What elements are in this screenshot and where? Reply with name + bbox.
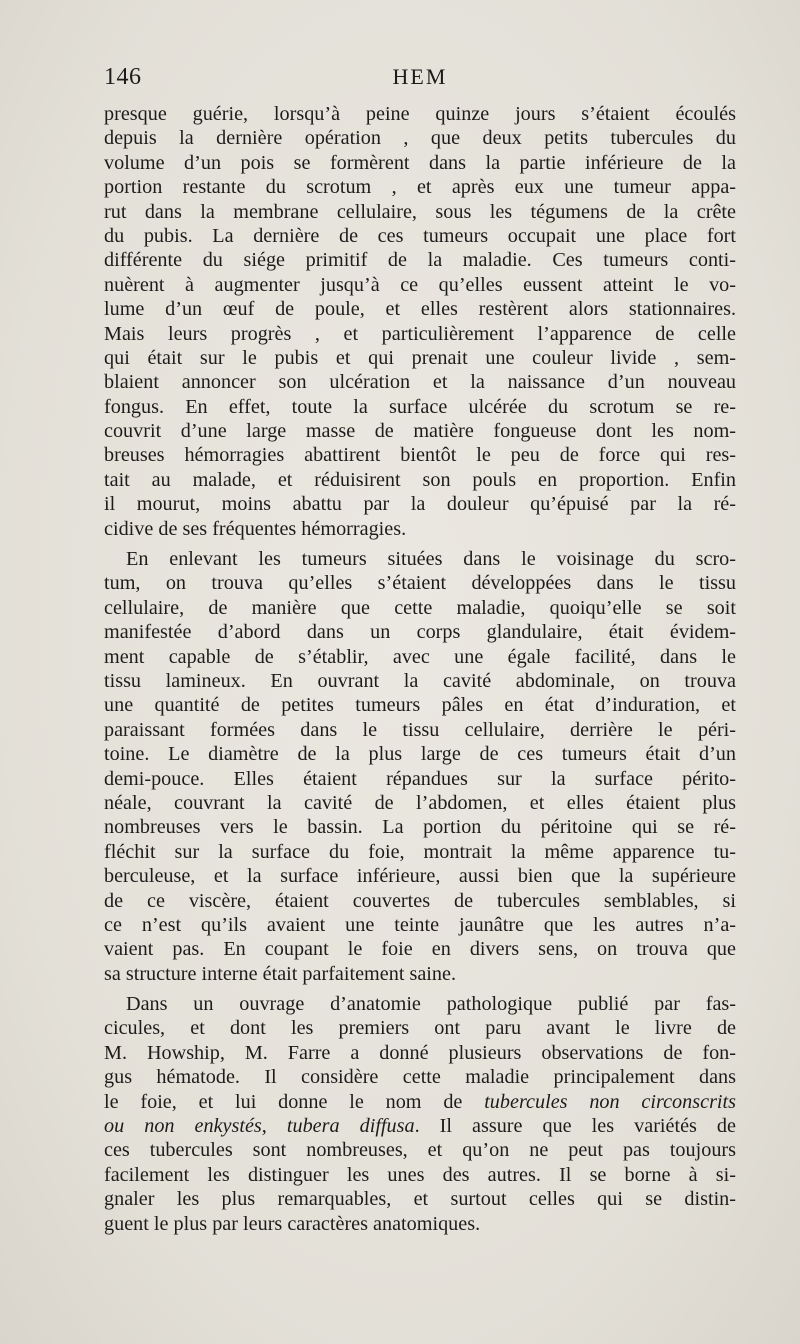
text-line: ce n’est qu’ils avaient une teinte jaunâtre que les autres n’a- <box>104 913 736 936</box>
text-line: cellulaire, de manière que cette maladie, quoiqu’elle se soit <box>104 596 736 619</box>
text-line: demi-pouce. Elles étaient répandues sur la surface périto- <box>104 767 736 790</box>
text-line: il mourut, moins abattu par la douleur qu’épuisé par la ré- <box>104 493 736 516</box>
text-line: ment capable de s’établir, avec une égale facilité, dans le <box>104 645 736 668</box>
text-line: cidive de ses fréquentes hémorragies. <box>104 517 407 540</box>
text-line: différente du siége primitif de la maladie. Ces tumeurs conti- <box>104 249 736 272</box>
italic-term: tubercules non circonscrits <box>484 1090 736 1113</box>
text-line: vaient pas. En coupant le foie en divers sens, on trouva que <box>104 938 736 961</box>
text-line: tait au malade, et réduisirent son pouls en proportion. Enfin <box>104 468 736 491</box>
page-number: 146 <box>104 64 142 90</box>
text-line: une quantité de petites tumeurs pâles en état d’induration, et <box>104 694 736 717</box>
text-line <box>104 1090 736 1114</box>
text-line: sa structure interne était parfaitement saine. <box>104 962 456 985</box>
text-line: néale, couvrant la cavité de l’abdomen, et elles étaient plus <box>104 791 736 814</box>
text-line: presque guérie, lorsqu’à peine quinze jours s’étaient écoulés <box>104 103 736 125</box>
text-line: cicules, et dont les premiers ont paru avant le livre de <box>104 1017 736 1040</box>
paragraph-1 <box>104 102 736 541</box>
text-line: du pubis. La dernière de ces tumeurs occupait une place fort <box>104 224 736 247</box>
text-line: Mais leurs progrès , et particulièrement l’apparence de celle <box>104 322 736 345</box>
text-line: guent le plus par leurs caractères anatomiques. <box>104 1212 481 1235</box>
text-run: . Il assure que les variétés de <box>414 1115 736 1138</box>
text-line: nombreuses vers le bassin. La portion du péritoine qui se ré- <box>104 816 736 839</box>
text-line: paraissant formées dans le tissu cellulaire, derrière le péri- <box>104 718 736 741</box>
text-line: toine. Le diamètre de la plus large de ces tumeurs était d’un <box>104 743 736 766</box>
text-line <box>104 1114 736 1138</box>
text-line: fléchit sur la surface du foie, montrait la même apparence tu- <box>104 840 736 863</box>
text-line: gnaler les plus remarquables, et surtout celles qui se distin- <box>104 1188 736 1211</box>
text-line: manifestée d’abord dans un corps glandulaire, était évidem- <box>104 621 736 644</box>
text-line: tissu lamineux. En ouvrant la cavité abdominale, on trouva <box>104 669 736 692</box>
text-line: portion restante du scrotum , et après eux une tumeur appa- <box>104 176 736 199</box>
text-line: rut dans la membrane cellulaire, sous les tégumens de la crête <box>104 200 736 223</box>
text-line: ces tubercules sont nombreuses, et qu’on ne peut pas toujours <box>104 1139 736 1162</box>
italic-term: tubera diffusa <box>286 1115 415 1138</box>
text-line: lume d’un œuf de poule, et elles restèrent alors stationnaires. <box>104 298 736 321</box>
text-run: , <box>261 1115 287 1138</box>
text-line: M. Howship, M. Farre a donné plusieurs observations de fon- <box>104 1041 736 1064</box>
text-line: depuis la dernière opération , que deux petits tubercules du <box>104 127 736 150</box>
text-line: de ce viscère, étaient couvertes de tubercules semblables, si <box>104 889 736 912</box>
text-line: breuses hémorragies abattirent bientôt le peu de force qui res- <box>104 444 736 467</box>
text-line: fongus. En effet, toute la surface ulcérée du scrotum se re- <box>104 395 736 418</box>
text-line: blaient annoncer son ulcération et la naissance d’un nouveau <box>104 371 736 394</box>
text-run: le foie, et lui donne le nom de <box>104 1090 485 1113</box>
text-line: En enlevant les tumeurs situées dans le voisinage du scro- <box>126 548 736 571</box>
text-line: berculeuse, et la surface inférieure, aussi bien que la supérieure <box>104 865 736 888</box>
text-line: facilement les distinguer les unes des autres. Il se borne à si- <box>104 1163 736 1186</box>
text-line: qui était sur le pubis et qui prenait une couleur livide , sem- <box>104 346 736 369</box>
paragraph-3 <box>104 992 736 1236</box>
text-line: couvrit d’une large masse de matière fongueuse dont les nom- <box>104 420 736 443</box>
text-line: nuèrent à augmenter jusqu’à ce qu’elles eussent atteint le vo- <box>104 273 736 296</box>
text-line: Dans un ouvrage d’anatomie pathologique publié par fas- <box>126 993 736 1016</box>
italic-term: ou non enkystés <box>104 1115 262 1138</box>
text-line: gus hématode. Il considère cette maladie principalement dans <box>104 1066 736 1089</box>
running-head: HEM <box>392 64 448 89</box>
paragraph-2 <box>104 547 736 986</box>
page-header <box>104 64 736 98</box>
text-line: volume d’un pois se formèrent dans la partie inférieure de la <box>104 151 736 174</box>
body-text <box>104 102 736 1236</box>
text-line: tum, on trouva qu’elles s’étaient développées dans le tissu <box>104 572 736 595</box>
